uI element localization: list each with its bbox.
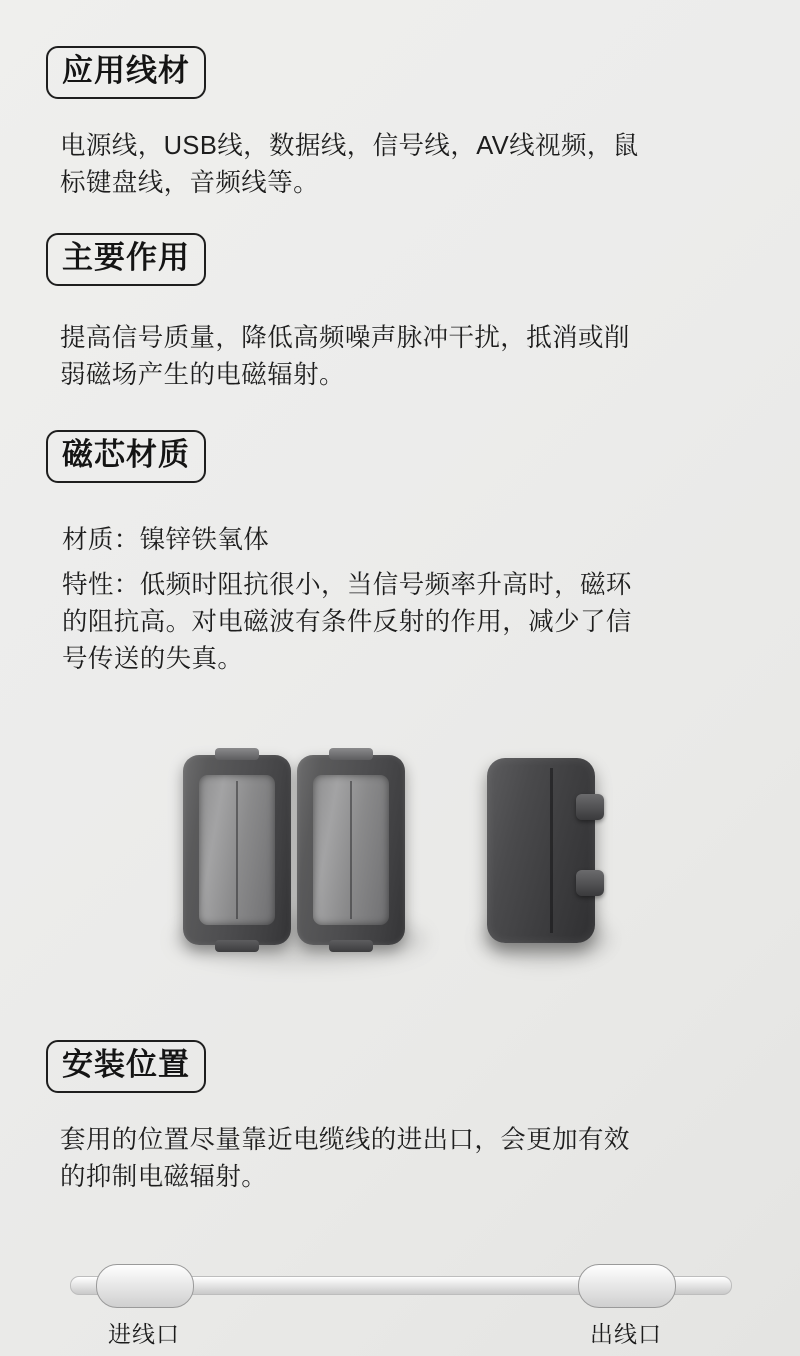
body-line: 提高信号质量，降低高频噪声脉冲干扰，抵消或削 — [60, 324, 630, 352]
section-heading-label: 主要作用 — [46, 233, 206, 286]
ferrite-tab-bottom — [329, 940, 373, 952]
section-body-core-material-2 — [62, 567, 752, 678]
clamp-outlet — [578, 1264, 676, 1308]
section-body-application-cables — [60, 128, 750, 202]
product-photo — [0, 700, 800, 1010]
body-line: 的抑制电磁辐射。 — [60, 1162, 268, 1191]
clamp-inlet — [96, 1264, 194, 1308]
cable-diagram — [0, 1240, 800, 1356]
body-line: 材质：镍锌铁氧体 — [62, 526, 270, 554]
ferrite-tab-top — [329, 748, 373, 760]
section-heading-core-material — [46, 430, 206, 483]
cable-label-outlet: 出线口 — [590, 1321, 662, 1347]
ferrite-tab-top — [215, 748, 259, 760]
ferrite-half-left — [183, 755, 291, 945]
body-line: 套用的位置尽量靠近电缆线的进出口，会更加有效 — [60, 1126, 630, 1154]
section-heading-install-position — [46, 1040, 206, 1093]
ferrite-core-closed-image — [487, 758, 595, 943]
ferrite-clip-icon — [576, 794, 604, 820]
section-body-install-position — [60, 1122, 750, 1196]
body-line: 号传送的失真。 — [62, 644, 244, 673]
ferrite-half-right — [297, 755, 405, 945]
section-heading-label: 磁芯材质 — [46, 430, 206, 483]
ferrite-core-open-image — [183, 755, 405, 945]
cable-label-inlet: 进线口 — [108, 1321, 180, 1347]
ferrite-clip-icon — [576, 870, 604, 896]
body-line: 标键盘线，音频线等。 — [60, 168, 320, 197]
section-heading-label: 安装位置 — [46, 1040, 206, 1093]
section-body-main-function — [60, 320, 750, 394]
section-body-core-material-1 — [62, 522, 752, 559]
section-heading-label: 应用线材 — [46, 46, 206, 99]
ferrite-block — [199, 775, 275, 925]
ferrite-tab-bottom — [215, 940, 259, 952]
body-line: 弱磁场产生的电磁辐射。 — [60, 360, 345, 389]
ferrite-block — [313, 775, 389, 925]
ferrite-seam — [550, 768, 553, 933]
section-heading-application-cables — [46, 46, 206, 99]
body-line: 电源线，USB线，数据线，信号线，AV线视频，鼠 — [60, 132, 639, 160]
body-line: 特性：低频时阻抗很小，当信号频率升高时，磁环 — [62, 571, 632, 599]
section-heading-main-function — [46, 233, 206, 286]
body-line: 的阻抗高。对电磁波有条件反射的作用，减少了信 — [62, 607, 632, 636]
